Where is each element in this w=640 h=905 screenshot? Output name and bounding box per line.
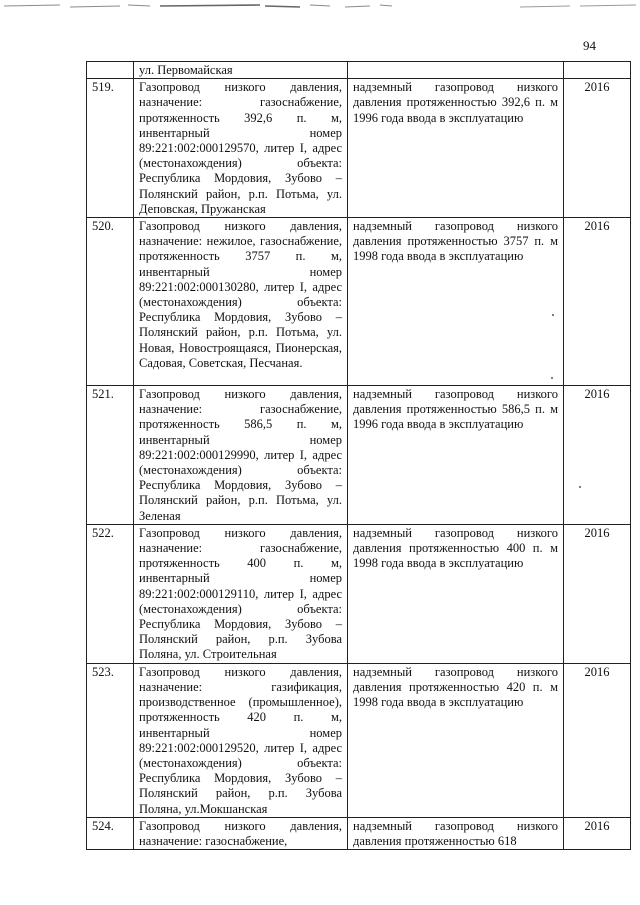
row-year-cell: 2016 [564,524,631,663]
scan-noise-strip [0,0,640,14]
row-note-cell: надземный газопровод низкого давления протяженностью 618 [348,817,564,849]
table-row-continued [87,62,631,79]
row-note-cell [348,62,564,79]
row-number-cell: 521. [87,386,134,525]
table-row [87,218,631,386]
row-year-cell [564,62,631,79]
row-number-cell [87,62,134,79]
row-year-cell: 2016 [564,79,631,218]
row-description-cell: Газопровод низкого давления, назначение: газификация, производственное (промышленное), протяженность 420 п. м, инвентарный номер 89:221:002:000129520, литер I, адрес (местонахождения) объекта: Республика Мордовия, Зубово – Полянский район, р.п. Зубова Поляна, ул.Мокшанская [134,663,348,817]
row-number-cell: 524. [87,817,134,849]
table-row [87,663,631,817]
table-row [87,817,631,849]
row-description-cell: ул. Первомайская [134,62,348,79]
row-description-cell: Газопровод низкого давления, назначение: газоснабжение, протяженность 586,5 п. м, инвентарный номер 89:221:002:000129990, литер I, адрес (местонахождения) объекта: Республика Мордовия, Зубово – Полянский район, р.п. Потьма, ул. Зеленая [134,386,348,525]
row-note-cell: надземный газопровод низкого давления протяженностью 3757 п. м 1998 года ввода в эксплуатацию [348,218,564,386]
row-note-cell: надземный газопровод низкого давления протяженностью 420 п. м 1998 года ввода в эксплуатацию [348,663,564,817]
scan-speck [552,314,554,316]
row-description-cell: Газопровод низкого давления, назначение: газоснабжение, протяженность 392,6 п. м, инвентарный номер 89:221:002:000129570, литер I, адрес (местонахождения) объекта: Республика Мордовия, Зубово – Полянский район, р.п. Потьма, ул. Деповская, Пружанская [134,79,348,218]
row-number-cell: 522. [87,524,134,663]
row-year-cell: 2016 [564,663,631,817]
row-note-cell: надземный газопровод низкого давления протяженностью 400 п. м 1998 года ввода в эксплуатацию [348,524,564,663]
row-year-cell: 2016 [564,386,631,525]
row-number-cell: 519. [87,79,134,218]
property-registry-table [86,61,631,850]
row-note-cell: надземный газопровод низкого давления протяженностью 586,5 п. м 1996 года ввода в эксплуатацию [348,386,564,525]
scan-speck [579,486,581,488]
row-number-cell: 520. [87,218,134,386]
page-number: 94 [583,38,596,53]
row-note-cell: надземный газопровод низкого давления протяженностью 392,6 п. м 1996 года ввода в эксплуатацию [348,79,564,218]
row-year-cell: 2016 [564,817,631,849]
row-description-cell: Газопровод низкого давления, назначение: газоснабжение, [134,817,348,849]
row-description-cell: Газопровод низкого давления, назначение: газоснабжение, протяженность 400 п. м, инвентарный номер 89:221:002:000129110, литер I, адрес (местонахождения) объекта: Республика Мордовия, Зубово – Полянский район, р.п. Зубова Поляна, ул. Строительная [134,524,348,663]
table-row [87,386,631,525]
row-description-cell: Газопровод низкого давления, назначение: нежилое, газоснабжение, протяженность 3757 п. м, инвентарный номер 89:221:002:000130280, литер I, адрес (местонахождения) объекта: Республика Мордовия, Зубово – Полянский район, р.п. Потьма, ул. Новая, Новостроящаяся, Пионерская, Садовая, Советская, Песчаная. [134,218,348,386]
table-row [87,79,631,218]
scan-speck [551,377,553,379]
row-number-cell: 523. [87,663,134,817]
table-row [87,524,631,663]
row-year-cell: 2016 [564,218,631,386]
